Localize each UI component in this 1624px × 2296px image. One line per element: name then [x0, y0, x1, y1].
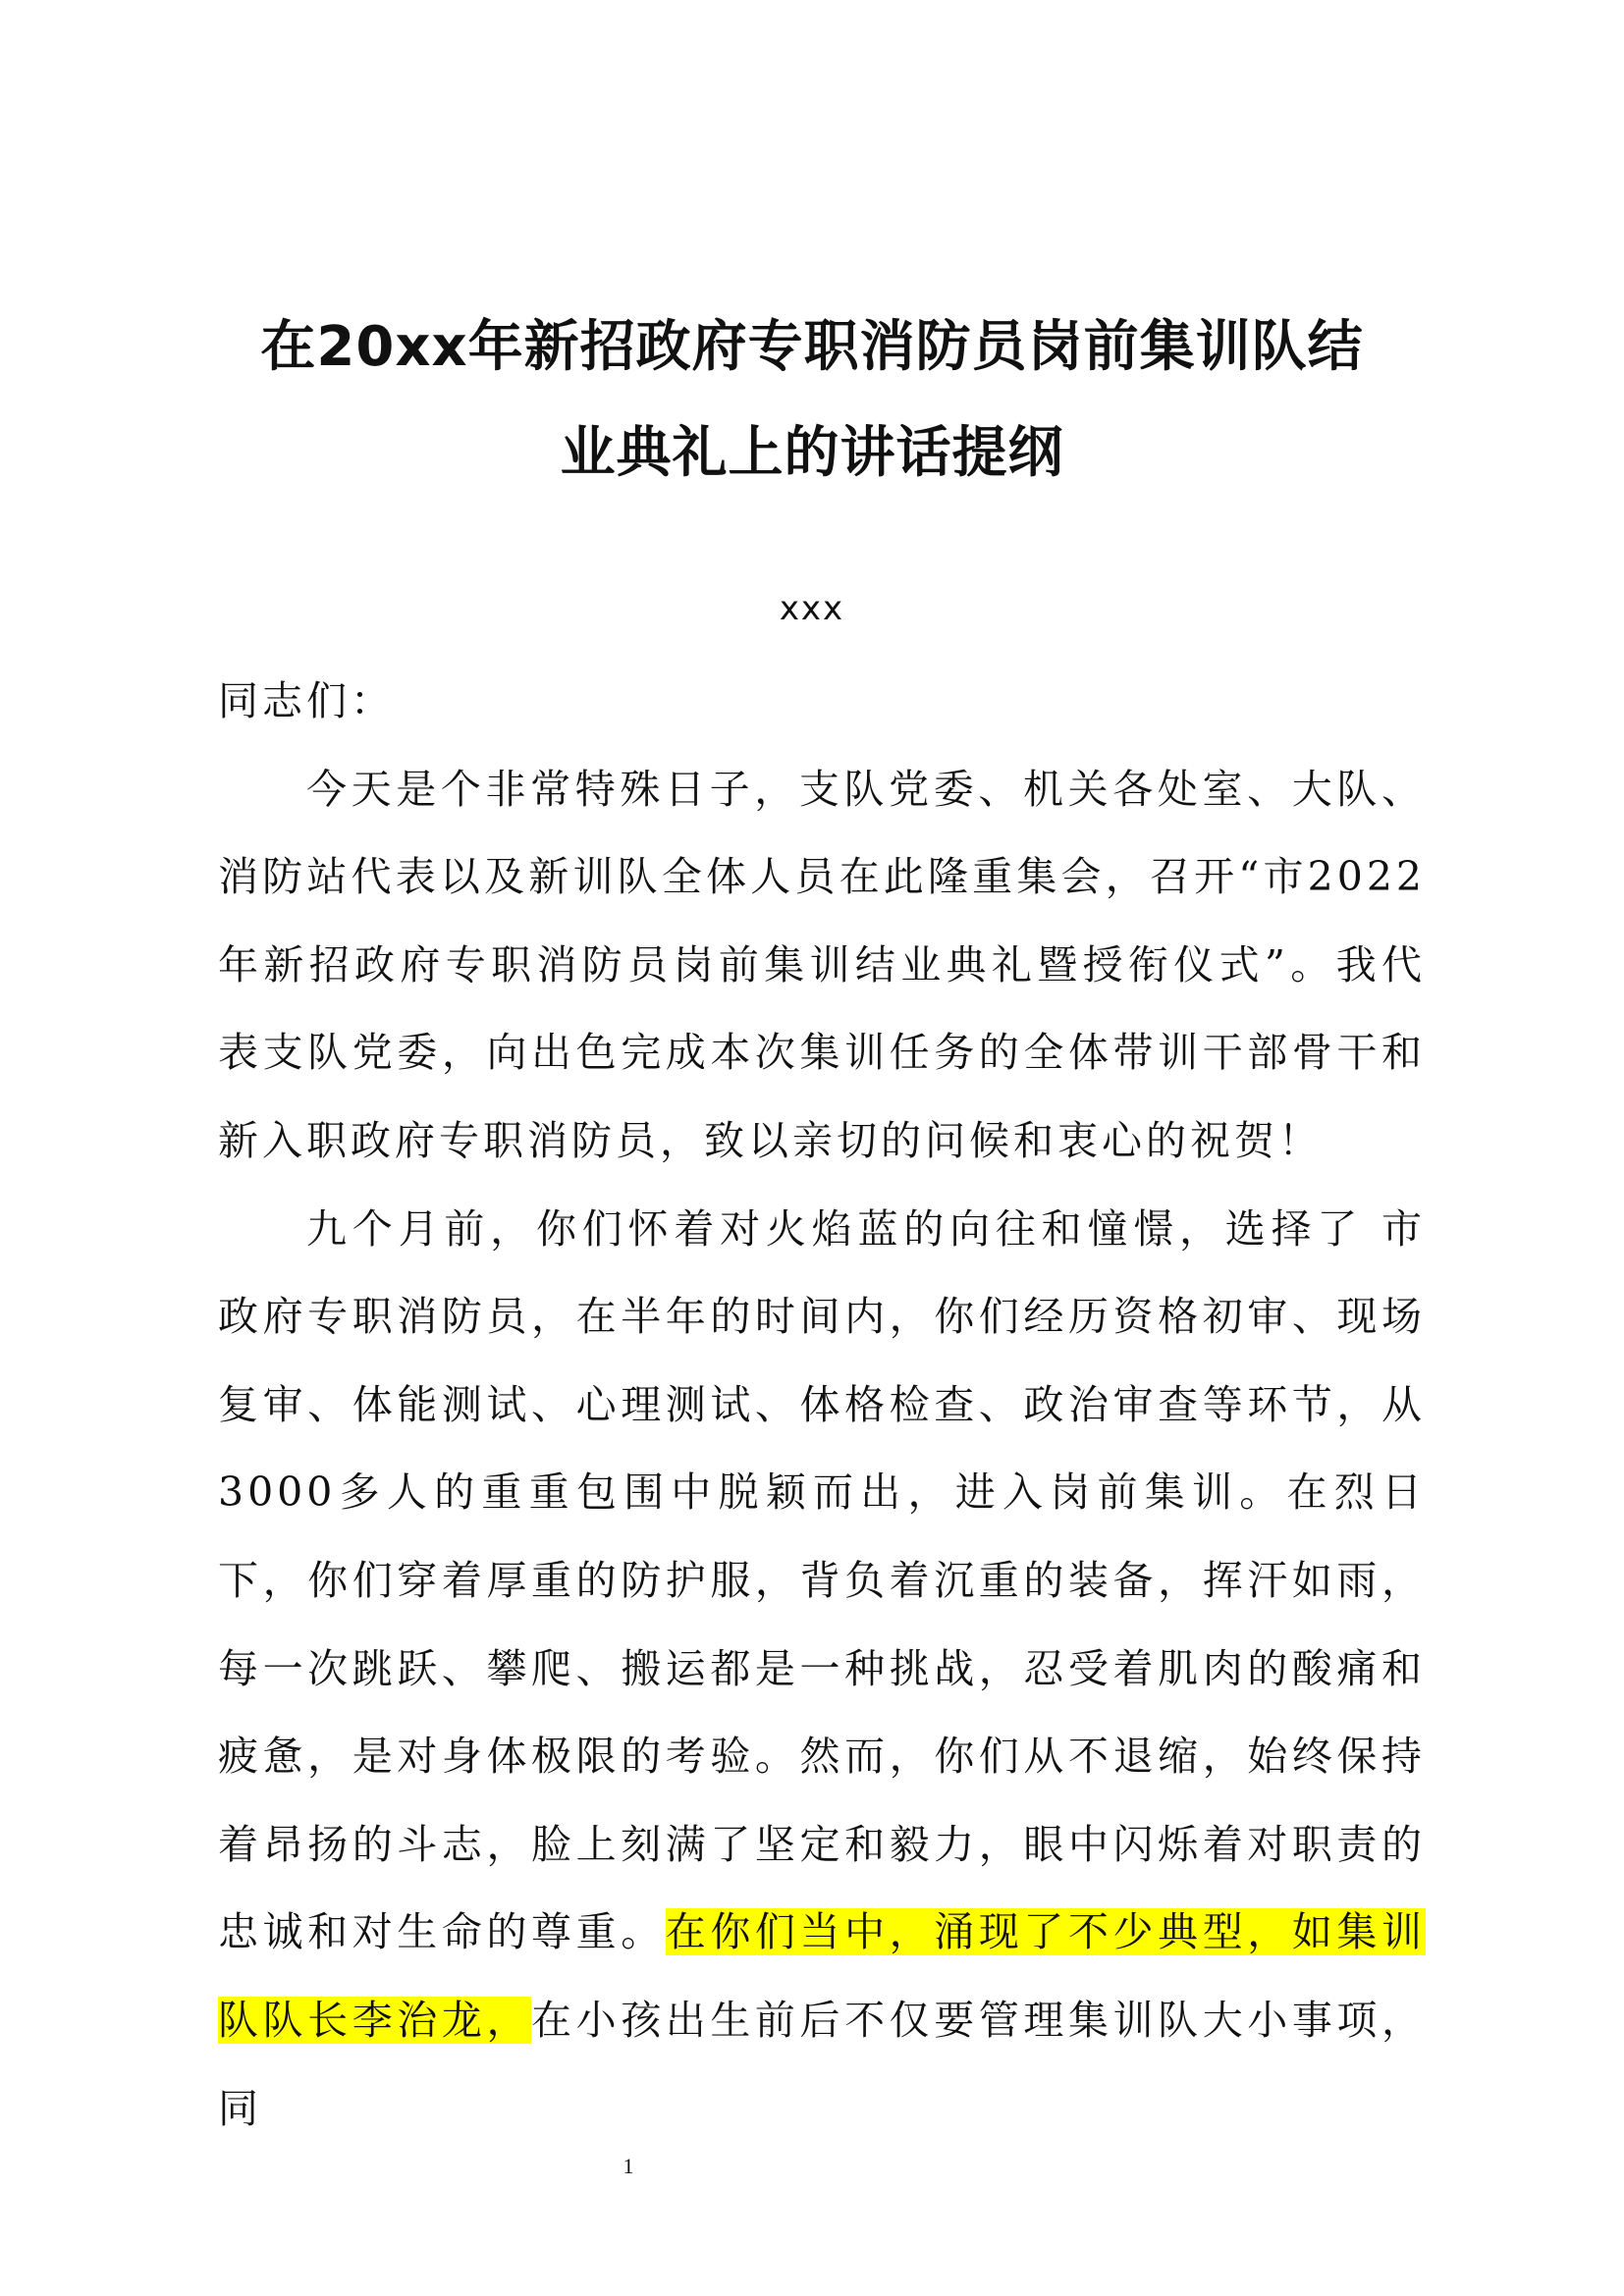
document-author: xxx	[779, 589, 845, 628]
paragraph-training-text: 九个月前，你们怀着对火焰蓝的向往和憧憬，选择了 市政府专职消防员，在半年的时间内，你们经历资格初审、现场复审、体能测试、心理测试、体格检查、政治审查等环节，从3000多人的重重包围中脱颖而出，进入岗前集训。在烈日下，你们穿着厚重的防护服，背负着沉重的装备，挥汗如雨，每一次跳跃、攀爬、搬运都是一种挑战，忍受着肌肉的酸痛和疲惫，是对身体极限的考验。然而，你们从不退缩，始终保持着昂扬的斗志，脸上刻满了坚定和毅力，眼中闪烁着对职责的忠诚和对生命的尊重。	[218, 1204, 1426, 1956]
page-number: 1	[623, 2154, 634, 2178]
paragraph-training	[218, 1186, 1426, 2154]
highlighted-text: 在你们当中，涌现了不少典型，如集训队队长李治龙，	[218, 1908, 1427, 2044]
document-body	[218, 658, 1426, 2153]
document-title-line-2: 业典礼上的讲话提纲	[560, 421, 1064, 485]
salutation: 同志们：	[218, 677, 395, 724]
paragraph-training-continued: 在小孩出生前后不仅要管理集训队大小事项，同	[218, 1996, 1427, 2132]
paragraph-opening: 今天是个非常特殊日子，支队党委、机关各处室、大队、消防站代表以及新训队全体人员在此隆重集会，召开“市2022年新招政府专职消防员岗前集训结业典礼暨授衔仪式”。我代表支队党委，向出色完成本次集训任务的全体带训干部骨干和新入职政府专职消防员，致以亲切的问候和衷心的祝贺！	[218, 765, 1426, 1164]
document-title	[196, 294, 1428, 507]
document-title-line-1: 在20xx年新招政府专职消防员岗前集训队结	[260, 315, 1364, 379]
